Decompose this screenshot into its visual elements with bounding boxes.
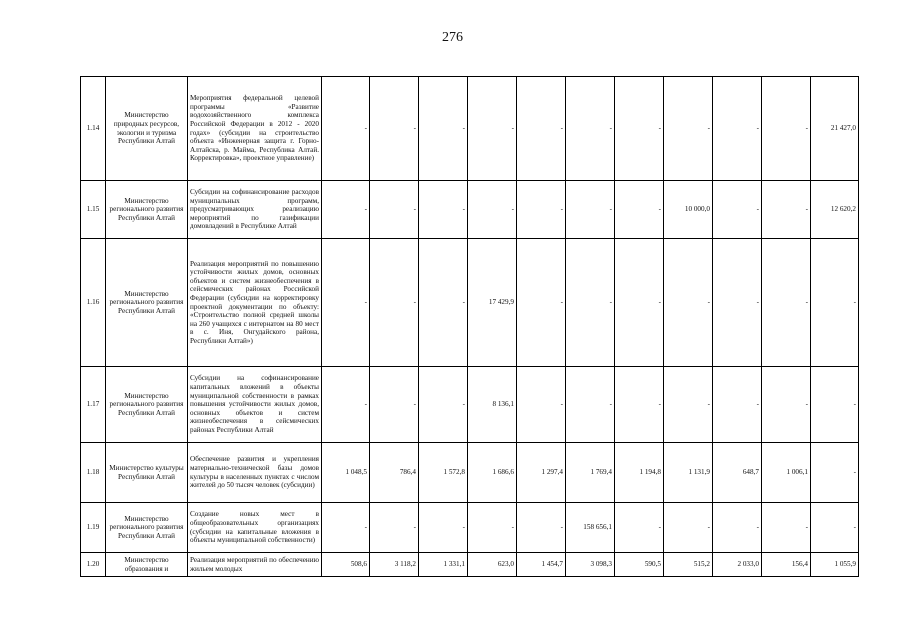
amount-cell: 508,6 — [322, 553, 370, 577]
amount-cell: - — [419, 239, 468, 367]
amount-cell: - — [517, 77, 566, 181]
amount-cell: 648,7 — [713, 443, 762, 503]
amount-cell: - — [713, 503, 762, 553]
amount-cell: - — [517, 503, 566, 553]
amount-cell: 1 048,5 — [322, 443, 370, 503]
responsible-ministry: Министерство природных ресурсов, экологии и туризма Республики Алтай — [106, 77, 188, 181]
responsible-ministry: Министерство регионального развития Республики Алтай — [106, 367, 188, 443]
amount-cell: - — [713, 367, 762, 443]
amount-cell: - — [762, 77, 811, 181]
amount-cell: - — [468, 77, 517, 181]
amount-cell: - — [664, 503, 713, 553]
amount-cell: - — [419, 367, 468, 443]
amount-cell: - — [566, 77, 615, 181]
amount-cell: 21 427,0 — [811, 77, 859, 181]
amount-cell: - — [615, 77, 664, 181]
page-number: 276 — [442, 30, 463, 45]
amount-cell: - — [517, 239, 566, 367]
amount-cell: 786,4 — [370, 443, 419, 503]
amount-cell: - — [615, 239, 664, 367]
amount-cell: - — [762, 503, 811, 553]
amount-cell: 10 000,0 — [664, 181, 713, 239]
amount-cell: 17 429,9 — [468, 239, 517, 367]
amount-cell: - — [713, 77, 762, 181]
amount-cell: 1 572,8 — [419, 443, 468, 503]
row-number: 1.19 — [81, 503, 106, 553]
amount-cell: 3 118,2 — [370, 553, 419, 577]
amount-cell: - — [615, 503, 664, 553]
amount-cell: 1 686,6 — [468, 443, 517, 503]
amount-cell: 515,2 — [664, 553, 713, 577]
amount-cell: 1 055,9 — [811, 553, 859, 577]
amount-cell: - — [713, 239, 762, 367]
responsible-ministry: Министерство образования и — [106, 553, 188, 577]
amount-cell: - — [811, 367, 859, 443]
activity-description: Обеспечение развития и укрепления материально-технической базы домов культуры в населенных пунктах с числом жителей до 50 тысяч человек (субсидии) — [188, 443, 322, 503]
amount-cell: 156,4 — [762, 553, 811, 577]
amount-cell: - — [664, 239, 713, 367]
amount-cell: - — [615, 367, 664, 443]
amount-cell: - — [419, 181, 468, 239]
amount-cell: 1 131,9 — [664, 443, 713, 503]
amount-cell: - — [566, 367, 615, 443]
responsible-ministry: Министерство культуры Республики Алтай — [106, 443, 188, 503]
table-row — [81, 77, 859, 181]
amount-cell: - — [664, 367, 713, 443]
table-row — [81, 503, 859, 553]
amount-cell: - — [762, 367, 811, 443]
amount-cell: - — [322, 503, 370, 553]
amount-cell: - — [468, 503, 517, 553]
amount-cell: - — [811, 239, 859, 367]
amount-cell: - — [370, 77, 419, 181]
budget-table — [80, 76, 859, 577]
responsible-ministry: Министерство регионального развития Республики Алтай — [106, 503, 188, 553]
amount-cell: - — [322, 367, 370, 443]
activity-description: Субсидии на софинансирование расходов муниципальных программ, предусматривающих реализацию мероприятий по газификации домовладений в Республике Алтай — [188, 181, 322, 239]
row-number: 1.15 — [81, 181, 106, 239]
row-number: 1.18 — [81, 443, 106, 503]
amount-cell: - — [419, 503, 468, 553]
row-number: 1.17 — [81, 367, 106, 443]
amount-cell: - — [370, 239, 419, 367]
table-row — [81, 553, 859, 577]
amount-cell: 158 656,1 — [566, 503, 615, 553]
activity-description: Реализация мероприятий по повышению устойчивости жилых домов, основных объектов и систем жизнеобеспечения в сейсмических районах Российской Федерации (субсидии на корректировку проектной документации по объекту: «Строительство полной средней школы на 260 учащихся с интернатом на 80 мест в с. Иня, Онгудайского района, Республики Алтай») — [188, 239, 322, 367]
amount-cell: - — [517, 367, 566, 443]
amount-cell: - — [713, 181, 762, 239]
table-row — [81, 239, 859, 367]
amount-cell: - — [566, 239, 615, 367]
amount-cell: - — [811, 443, 859, 503]
amount-cell: 590,5 — [615, 553, 664, 577]
amount-cell: - — [370, 181, 419, 239]
amount-cell: - — [322, 77, 370, 181]
amount-cell: - — [664, 77, 713, 181]
amount-cell: - — [370, 503, 419, 553]
amount-cell: 8 136,1 — [468, 367, 517, 443]
amount-cell: 2 033,0 — [713, 553, 762, 577]
amount-cell: - — [322, 181, 370, 239]
activity-description: Создание новых мест в общеобразовательных организациях (субсидии на капитальные вложения в объекты муниципальной собственности) — [188, 503, 322, 553]
amount-cell: 3 098,3 — [566, 553, 615, 577]
amount-cell: 1 331,1 — [419, 553, 468, 577]
row-number: 1.20 — [81, 553, 106, 577]
amount-cell: - — [566, 181, 615, 239]
amount-cell: 1 194,8 — [615, 443, 664, 503]
amount-cell: 623,0 — [468, 553, 517, 577]
amount-cell: 1 006,1 — [762, 443, 811, 503]
amount-cell: - — [615, 181, 664, 239]
activity-description: Мероприятия федеральной целевой программы «Развитие водохозяйственного комплекса Российской Федерации в 2012 - 2020 годах» (субсидии на строительство объекта «Инженерная защита г. Горно-Алтайска, р. Майма, Республика Алтай. Корректировка», проектное управление) — [188, 77, 322, 181]
activity-description: Реализация мероприятий по обеспечению жильем молодых — [188, 553, 322, 577]
table-row — [81, 443, 859, 503]
amount-cell: - — [517, 181, 566, 239]
amount-cell: - — [370, 367, 419, 443]
amount-cell: 12 620,2 — [811, 181, 859, 239]
responsible-ministry: Министерство регионального развития Республики Алтай — [106, 239, 188, 367]
row-number: 1.14 — [81, 77, 106, 181]
amount-cell: 1 454,7 — [517, 553, 566, 577]
amount-cell: - — [419, 77, 468, 181]
amount-cell: 1 297,4 — [517, 443, 566, 503]
amount-cell: - — [762, 181, 811, 239]
amount-cell: - — [811, 503, 859, 553]
table-row — [81, 181, 859, 239]
amount-cell: - — [762, 239, 811, 367]
amount-cell: 1 769,4 — [566, 443, 615, 503]
responsible-ministry: Министерство регионального развития Республики Алтай — [106, 181, 188, 239]
activity-description: Субсидии на софинансирование капитальных вложений в объекты муниципальной собственности в рамках повышения устойчивости жилых домов, основных объектов и систем жизнеобеспечения в сейсмических районах Республики Алтай — [188, 367, 322, 443]
table-row — [81, 367, 859, 443]
row-number: 1.16 — [81, 239, 106, 367]
amount-cell: - — [468, 181, 517, 239]
amount-cell: - — [322, 239, 370, 367]
